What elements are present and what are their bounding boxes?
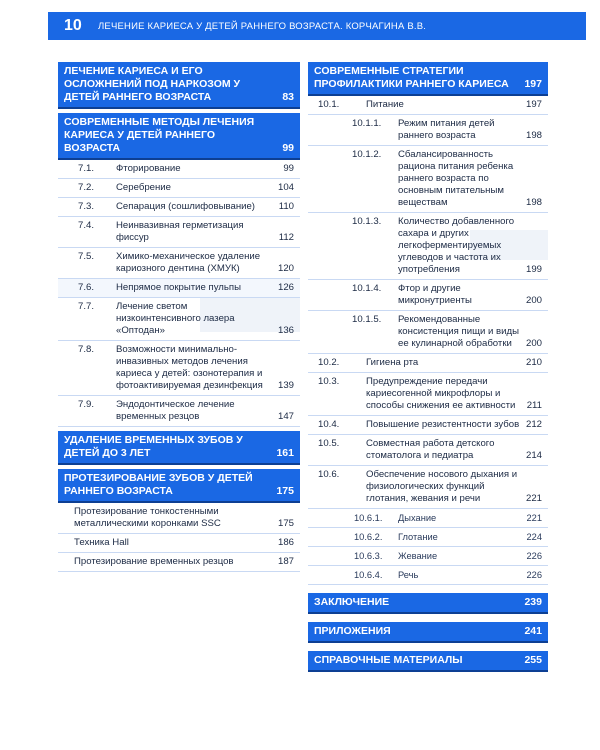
toc-entry-10-5[interactable]: 10.5. Совместная работа детского стоматолога и педиатра 214 <box>308 435 548 466</box>
toc-chapter-conclusion[interactable]: ЗАКЛЮЧЕНИЕ 239 <box>308 593 548 614</box>
toc-entry-10-6-1[interactable]: 10.6.1. Дыхание 221 <box>308 509 548 528</box>
toc-chapter-prosthetics[interactable]: ПРОТЕЗИРОВАНИЕ ЗУБОВ У ДЕТЕЙ РАННЕГО ВОЗРАСТА 175 <box>58 469 300 503</box>
toc-entry-10-1-4[interactable]: 10.1.4. Фтор и другие микронутриенты 200 <box>308 280 548 311</box>
toc-entry-7-7[interactable]: 7.7. Лечение светом низкоинтенсивного лазера «Оптодан» 136 <box>58 298 300 341</box>
toc-entry-10-2[interactable]: 10.2. Гигиена рта 210 <box>308 354 548 373</box>
toc-entry-7-6[interactable]: 7.6. Непрямое покрытие пульпы 126 <box>58 279 300 298</box>
toc-entry-incisors[interactable]: Протезирование временных резцов 187 <box>58 553 300 572</box>
toc-entry-7-5[interactable]: 7.5. Химико-механическое удаление кариозного дентина (ХМУК) 120 <box>58 248 300 279</box>
toc-entry-10-1-2[interactable]: 10.1.2. Сбалансированность рациона питания ребенка раннего возраста по основным питательным веществам 198 <box>308 146 548 213</box>
toc-entry-ssc[interactable]: Протезирование тонкостенными металлическими коронками SSC 175 <box>58 503 300 534</box>
toc-entry-7-4[interactable]: 7.4. Неинвазивная герметизация фиссур 112 <box>58 217 300 248</box>
toc-entry-10-3[interactable]: 10.3. Предупреждение передачи кариесогенной микрофлоры и способы снижения ее активности 211 <box>308 373 548 416</box>
toc-chapter-references[interactable]: СПРАВОЧНЫЕ МАТЕРИАЛЫ 255 <box>308 651 548 672</box>
toc-right-column <box>308 62 548 672</box>
toc-entry-7-1[interactable]: 7.1. Фторирование 99 <box>58 160 300 179</box>
toc-entry-7-2[interactable]: 7.2. Серебрение 104 <box>58 179 300 198</box>
toc-entry-10-6-2[interactable]: 10.6.2. Глотание 224 <box>308 528 548 547</box>
toc-entry-7-9[interactable]: 7.9. Эндодонтическое лечение временных резцов 147 <box>58 396 300 427</box>
toc-entry-10-6[interactable]: 10.6. Обеспечение носового дыхания и физиологических функций глотания, жевания и речи 221 <box>308 466 548 509</box>
toc-left-column <box>58 62 300 572</box>
toc-chapter-extraction[interactable]: УДАЛЕНИЕ ВРЕМЕННЫХ ЗУБОВ У ДЕТЕЙ ДО 3 ЛЕТ 161 <box>58 431 300 465</box>
toc-entry-10-1-3[interactable]: 10.1.3. Количество добавленного сахара и других легкоферментируемых углеводов и частота их употребления 199 <box>308 213 548 280</box>
toc-entry-10-1-5[interactable]: 10.1.5. Рекомендованные консистенция пищи и виды ее кулинарной обработки 200 <box>308 311 548 354</box>
toc-chapter-appendix[interactable]: ПРИЛОЖЕНИЯ 241 <box>308 622 548 643</box>
toc-chapter-modern-methods[interactable]: СОВРЕМЕННЫЕ МЕТОДЫ ЛЕЧЕНИЯ КАРИЕСА У ДЕТЕЙ РАННЕГО ВОЗРАСТА 99 <box>58 113 300 160</box>
toc-chapter-anesthesia[interactable]: ЛЕЧЕНИЕ КАРИЕСА И ЕГО ОСЛОЖНЕНИЙ ПОД НАРКОЗОМ У ДЕТЕЙ РАННЕГО ВОЗРАСТА 83 <box>58 62 300 109</box>
toc-entry-7-3[interactable]: 7.3. Сепарация (сошлифовывание) 110 <box>58 198 300 217</box>
header-bar <box>48 12 586 40</box>
toc-entry-7-8[interactable]: 7.8. Возможности минимально-инвазивных методов лечения кариеса у детей: озонотерапия и фотоактивируемая дезинфекция 139 <box>58 341 300 396</box>
page-number: 10 <box>64 17 82 34</box>
toc-entry-10-4[interactable]: 10.4. Повышение резистентности зубов 212 <box>308 416 548 435</box>
toc-entry-10-6-4[interactable]: 10.6.4. Речь 226 <box>308 566 548 585</box>
toc-entry-10-1[interactable]: 10.1. Питание 197 <box>308 96 548 115</box>
running-title: ЛЕЧЕНИЕ КАРИЕСА У ДЕТЕЙ РАННЕГО ВОЗРАСТА. КОРЧАГИНА В.В. <box>98 20 427 32</box>
toc-entry-10-1-1[interactable]: 10.1.1. Режим питания детей раннего возраста 198 <box>308 115 548 146</box>
toc-entry-hall[interactable]: Техника Hall 186 <box>58 534 300 553</box>
toc-chapter-prevention[interactable]: СОВРЕМЕННЫЕ СТРАТЕГИИ ПРОФИЛАКТИКИ РАННЕГО КАРИЕСА 197 <box>308 62 548 96</box>
toc-entry-10-6-3[interactable]: 10.6.3. Жевание 226 <box>308 547 548 566</box>
